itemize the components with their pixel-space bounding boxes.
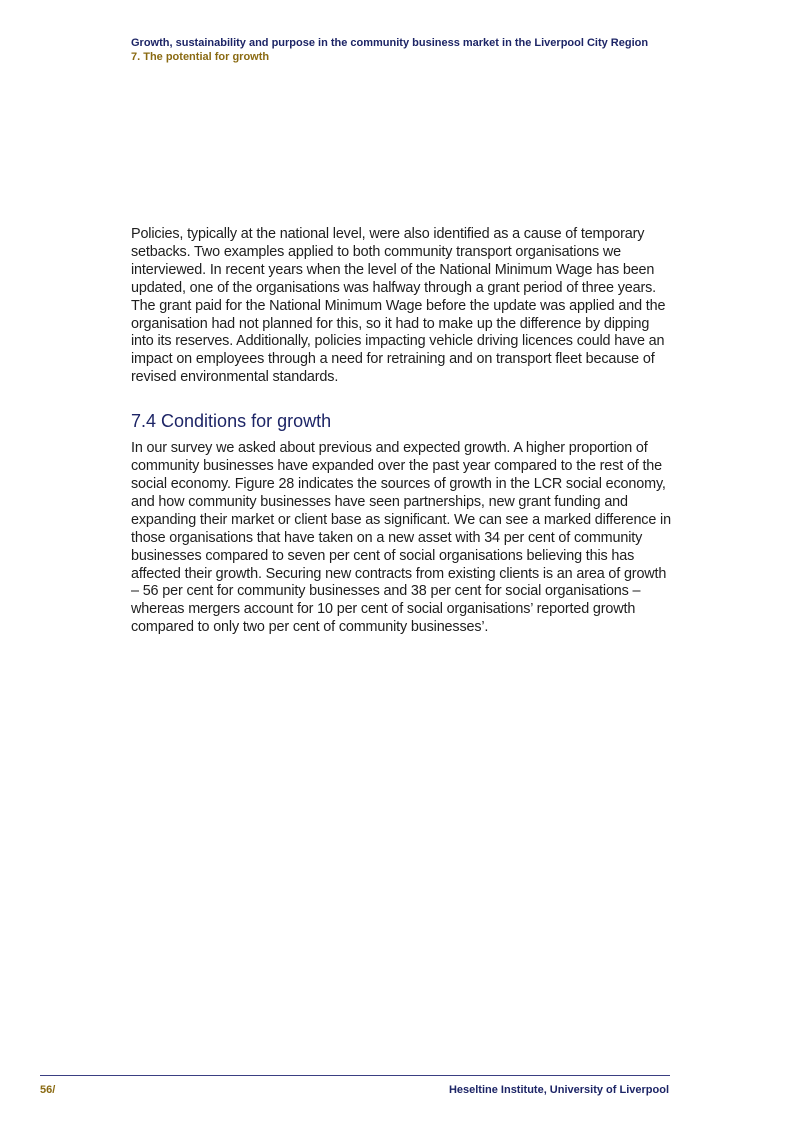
- body-paragraph-policies: Policies, typically at the national level, were also identified as a cause of temporary setbacks. Two examples applied to both community transport organisations we interviewed. In recent years when the level of the National Minimum Wage has been updated, one of the organisations was halfway through a grant period of three years. The grant paid for the National Minimum Wage before the update was applied and the organisation had not planned for this, so it had to make up the difference by dipping into its reserves. Additionally, policies impacting vehicle driving licences could have an impact on employees through a need for retraining and on transport fleet because of revised environmental standards.: [131, 226, 666, 386]
- page-number: 56/: [40, 1084, 56, 1096]
- chapter-title: 7. The potential for growth: [131, 51, 270, 63]
- body-paragraph-conditions: In our survey we asked about previous and expected growth. A higher proportion of community businesses have expanded over the past year compared to the rest of the social economy. Figure 28 indicates the sources of growth in the LCR social economy, and how community businesses have seen partnerships, new grant funding and expanding their market or client base as significant. We can see a marked difference in those organisations that have taken on a new asset with 34 per cent of community businesses compared to seven per cent of social organisations believing this has affected their growth. Securing new contracts from existing clients is an area of growth – 56 per cent for community businesses and 38 per cent for social organisations – whereas mergers account for 10 per cent of social organisations’ reported growth compared to only two per cent of community businesses’.: [131, 440, 671, 636]
- report-title: Growth, sustainability and purpose in the community business market in the Liverpool City Region: [131, 37, 649, 49]
- running-header: [131, 36, 691, 64]
- main-content: [131, 226, 673, 637]
- section-heading: 7.4 Conditions for growth: [131, 411, 332, 432]
- footer-divider: [40, 1075, 670, 1076]
- footer-source: Heseltine Institute, University of Liverpool: [448, 1084, 669, 1096]
